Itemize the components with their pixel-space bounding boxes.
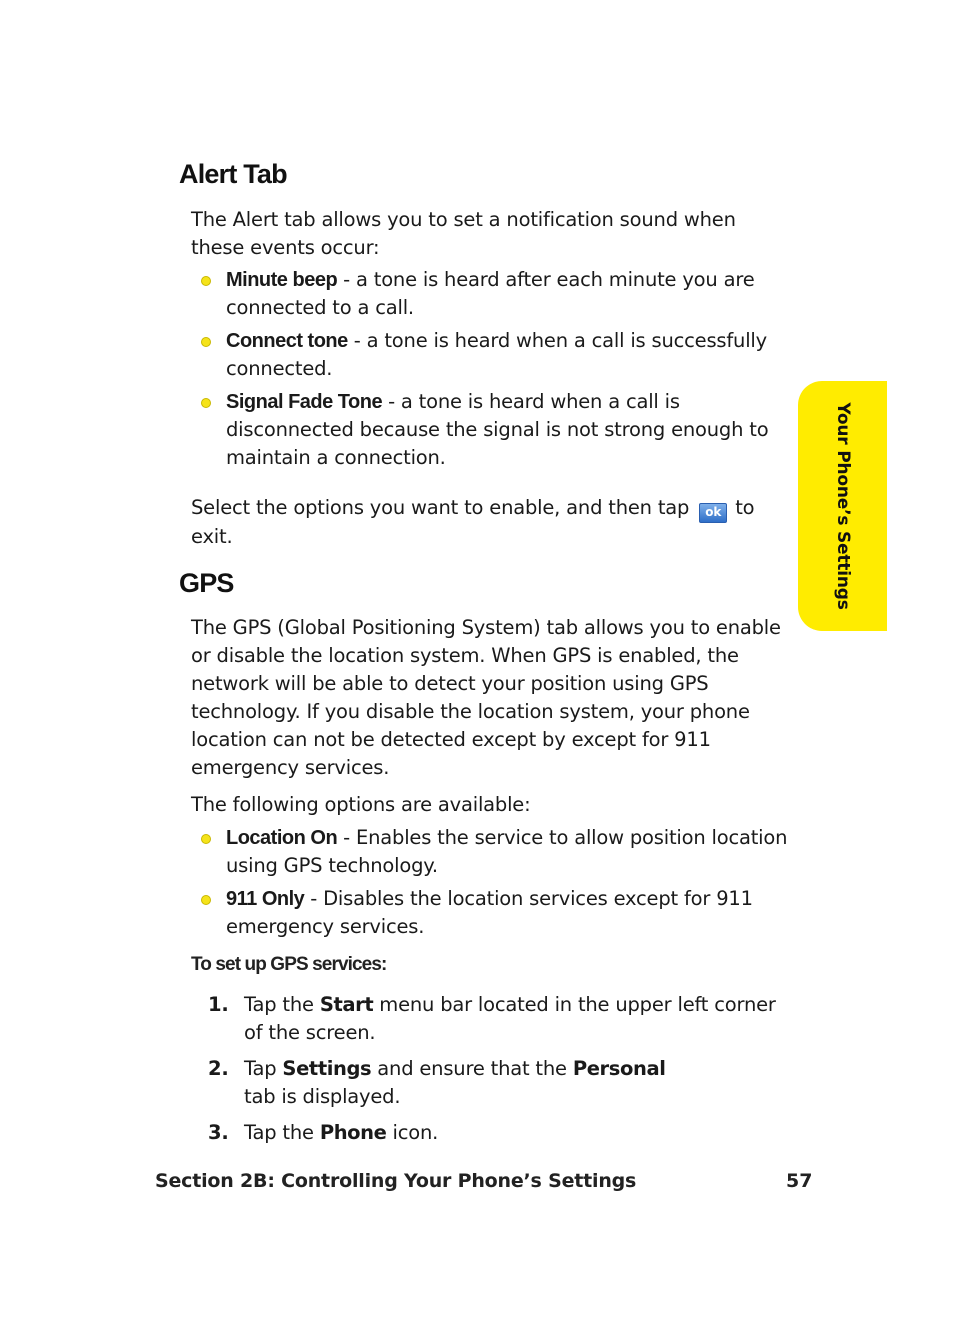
list-item (196, 327, 796, 383)
option-term: Location On (226, 827, 338, 849)
gps-options-intro: The following options are available: (191, 793, 531, 816)
step-number: 1. (208, 993, 229, 1016)
option-description: - Disables the location services except for 911 emergency services. (226, 887, 753, 938)
bullet-icon (201, 895, 211, 905)
alert-options-list (196, 266, 796, 472)
step-number: 3. (208, 1121, 229, 1144)
side-tab-label: Your Phone’s Settings (832, 402, 853, 610)
bullet-icon (201, 398, 211, 408)
step-item: 3. Tap the Phone icon. (208, 1119, 788, 1147)
alert-tab-heading: Alert Tab (179, 159, 287, 189)
option-term: Signal Fade Tone (226, 391, 383, 413)
procedure-steps (208, 991, 788, 1147)
option-term: 911 Only (226, 888, 305, 910)
bullet-icon (201, 276, 211, 286)
bullet-icon (201, 337, 211, 347)
step-item: 1. Tap the Start menu bar located in the upper left corner of the screen. (208, 993, 776, 1044)
option-term: Minute beep (226, 269, 338, 291)
option-term: Connect tone (226, 330, 348, 352)
footer-section-title: Section 2B: Controlling Your Phone’s Settings (155, 1170, 637, 1192)
option-description: - Enables the service to allow position location using GPS technology. (226, 826, 788, 877)
section-side-tab (798, 381, 887, 631)
alert-intro: The Alert tab allows you to set a notification sound when these events occur: (191, 208, 736, 259)
step-number: 2. (208, 1057, 229, 1080)
bullet-icon (201, 834, 211, 844)
ok-icon[interactable]: ok (699, 503, 727, 523)
option-description: - a tone is heard after each minute you are connected to a call. (226, 268, 755, 319)
procedure-heading: To set up GPS services: (191, 954, 387, 975)
gps-heading: GPS (179, 568, 234, 598)
list-item (196, 824, 796, 880)
option-description: - a tone is heard when a call is successfully connected. (226, 329, 767, 380)
gps-options-list (196, 824, 796, 941)
step-item: 2. Tap Settings and ensure that the Personal tab is displayed. (208, 1057, 666, 1108)
list-item (196, 388, 796, 472)
gps-intro: The GPS (Global Positioning System) tab allows you to enable or disable the location system. When GPS is enabled, the network will be able to detect your position using GPS technology. If you disable the location system, your phone location can not be detected except by except for 911 emergency services. (191, 616, 781, 779)
option-description: - a tone is heard when a call is disconnected because the signal is not strong enough to maintain a connection. (226, 390, 769, 469)
list-item (196, 266, 796, 322)
alert-select-instruction: Select the options you want to enable, and then tap ok to exit. (191, 496, 755, 548)
page-number: 57 (786, 1170, 813, 1192)
list-item (196, 885, 796, 941)
